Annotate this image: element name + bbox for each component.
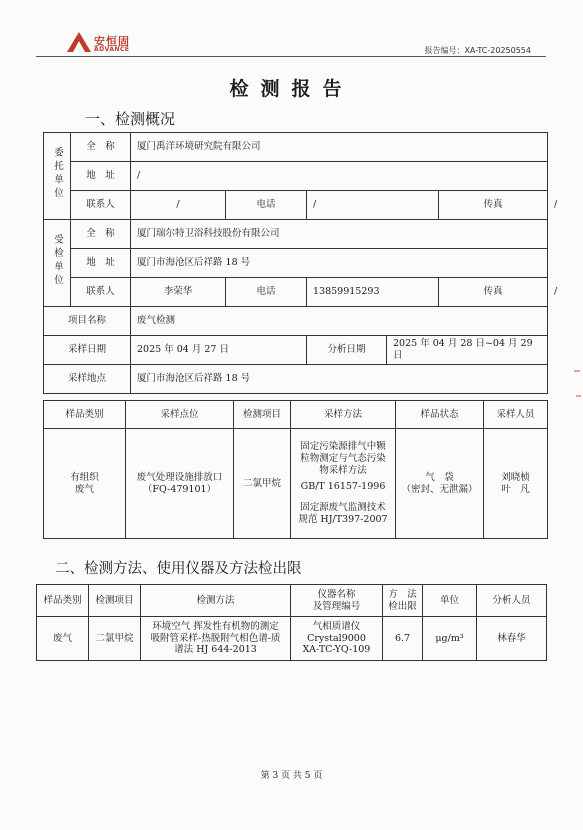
client-phone: / xyxy=(307,191,439,220)
sample-date-label: 采样日期 xyxy=(44,336,131,365)
overview-table: 委托单位 全 称 厦门禹洋环境研究院有限公司 地 址 / 联系人 / 电话 / 传真 / 受检单位 全 称 厦门瑞尔特卫浴科技股份有限公司 地 址 厦门市海沧区后祥路 18 号 联系人 李荣华 电话 13859915293 传真 / 项目名称 废气检测 采样日期 2025 年 04 月 27 日 分析日期 2025 年 04 月 28 日~04 月 29 日 采样地点 厦门市海沧区后祥路 18 号 xyxy=(43,132,548,394)
sampling-state: 气 袋 （密封、无泄漏） xyxy=(396,429,484,539)
sampling-category: 有组织 废气 xyxy=(44,429,126,539)
sampling-person: 刘晓桢 叶 凡 xyxy=(484,429,548,539)
sampling-item: 二氯甲烷 xyxy=(234,429,291,539)
analysis-date: 2025 年 04 月 28 日~04 月 29 日 xyxy=(387,336,548,365)
methods-header-analyst: 分析人员 xyxy=(477,585,547,617)
inspected-phone: 13859915293 xyxy=(307,278,439,307)
methods-header-item: 检测项目 xyxy=(89,585,141,617)
methods-header-unit: 单位 xyxy=(423,585,477,617)
methods-limit: 6.7 xyxy=(383,617,423,661)
methods-table xyxy=(36,584,547,661)
project-name-label: 项目名称 xyxy=(44,307,131,336)
sampling-point: 废气处理设施排放口 （FQ-479101） xyxy=(126,429,234,539)
section-heading-overview: 一、检测概况 xyxy=(85,110,176,128)
project-name: 废气检测 xyxy=(131,307,548,336)
page-footer: 第 3 页 共 5 页 xyxy=(260,771,323,781)
inspected-addr: 厦门市海沧区后祥路 18 号 xyxy=(131,249,548,278)
sample-site: 厦门市海沧区后祥路 18 号 xyxy=(131,365,548,394)
brand-cn: 安恒固 xyxy=(94,35,130,48)
inspected-phone-label: 电话 xyxy=(226,278,307,307)
client-fax-label: 传真 xyxy=(439,191,548,220)
inspected-fax-label: 传真 xyxy=(439,278,548,307)
inspected-contact: 李荣华 xyxy=(131,278,226,307)
inspected-group-label: 受检单位 xyxy=(44,220,71,307)
logo-icon xyxy=(66,31,92,53)
methods-unit: μg/m³ xyxy=(423,617,477,661)
client-phone-label: 电话 xyxy=(226,191,307,220)
methods-item: 二氯甲烷 xyxy=(89,617,141,661)
client-contact: / xyxy=(131,191,226,220)
sampling-header-category: 样品类别 xyxy=(44,401,126,429)
company-logo xyxy=(66,31,146,55)
methods-header-limit: 方 法 检出限 xyxy=(383,585,423,617)
brand-en: ADVANCE xyxy=(94,46,130,53)
sampling-table xyxy=(43,400,548,539)
inspected-addr-label: 地 址 xyxy=(71,249,131,278)
client-name: 厦门禹洋环境研究院有限公司 xyxy=(131,133,548,162)
client-addr-label: 地 址 xyxy=(71,162,131,191)
sampling-header-item: 检测项目 xyxy=(234,401,291,429)
methods-instrument: 气相质谱仪 Crystal9000 XA-TC-YQ-109 xyxy=(291,617,383,661)
client-addr: / xyxy=(131,162,548,191)
inspected-name-label: 全 称 xyxy=(71,220,131,249)
methods-analyst: 林春华 xyxy=(477,617,547,661)
inspected-name: 厦门瑞尔特卫浴科技股份有限公司 xyxy=(131,220,548,249)
methods-header-instrument: 仪器名称 及管理编号 xyxy=(291,585,383,617)
header-divider xyxy=(36,56,546,57)
report-number: 报告编号：XA-TC-20250554 xyxy=(424,46,531,55)
methods-category: 废气 xyxy=(37,617,89,661)
edge-mark xyxy=(574,370,580,372)
methods-header-method: 检测方法 xyxy=(141,585,291,617)
client-name-label: 全 称 xyxy=(71,133,131,162)
sample-date: 2025 年 04 月 27 日 xyxy=(131,336,307,365)
sample-site-label: 采样地点 xyxy=(44,365,131,394)
methods-method: 环境空气 挥发性有机物的测定 吸附管采样-热脱附气相色谱-质 谱法 HJ 644-2013 xyxy=(141,617,291,661)
inspected-contact-label: 联系人 xyxy=(71,278,131,307)
page-title: 检测报告 xyxy=(229,78,354,100)
sampling-header-method: 采样方法 xyxy=(291,401,396,429)
sampling-header-point: 采样点位 xyxy=(126,401,234,429)
sampling-header-person: 采样人员 xyxy=(484,401,548,429)
sampling-header-state: 样品状态 xyxy=(396,401,484,429)
client-group-label: 委托单位 xyxy=(44,133,71,220)
edge-mark xyxy=(576,395,581,397)
client-contact-label: 联系人 xyxy=(71,191,131,220)
analysis-date-label: 分析日期 xyxy=(307,336,387,365)
methods-header-category: 样品类别 xyxy=(37,585,89,617)
section-heading-methods: 二、检测方法、使用仪器及方法检出限 xyxy=(55,561,302,577)
sampling-method: 固定污染源排气中颗 粒物测定与气态污染 物采样方法 GB/T 16157-1996 固定源废气监测技术 规范 HJ/T397-2007 xyxy=(291,429,396,539)
